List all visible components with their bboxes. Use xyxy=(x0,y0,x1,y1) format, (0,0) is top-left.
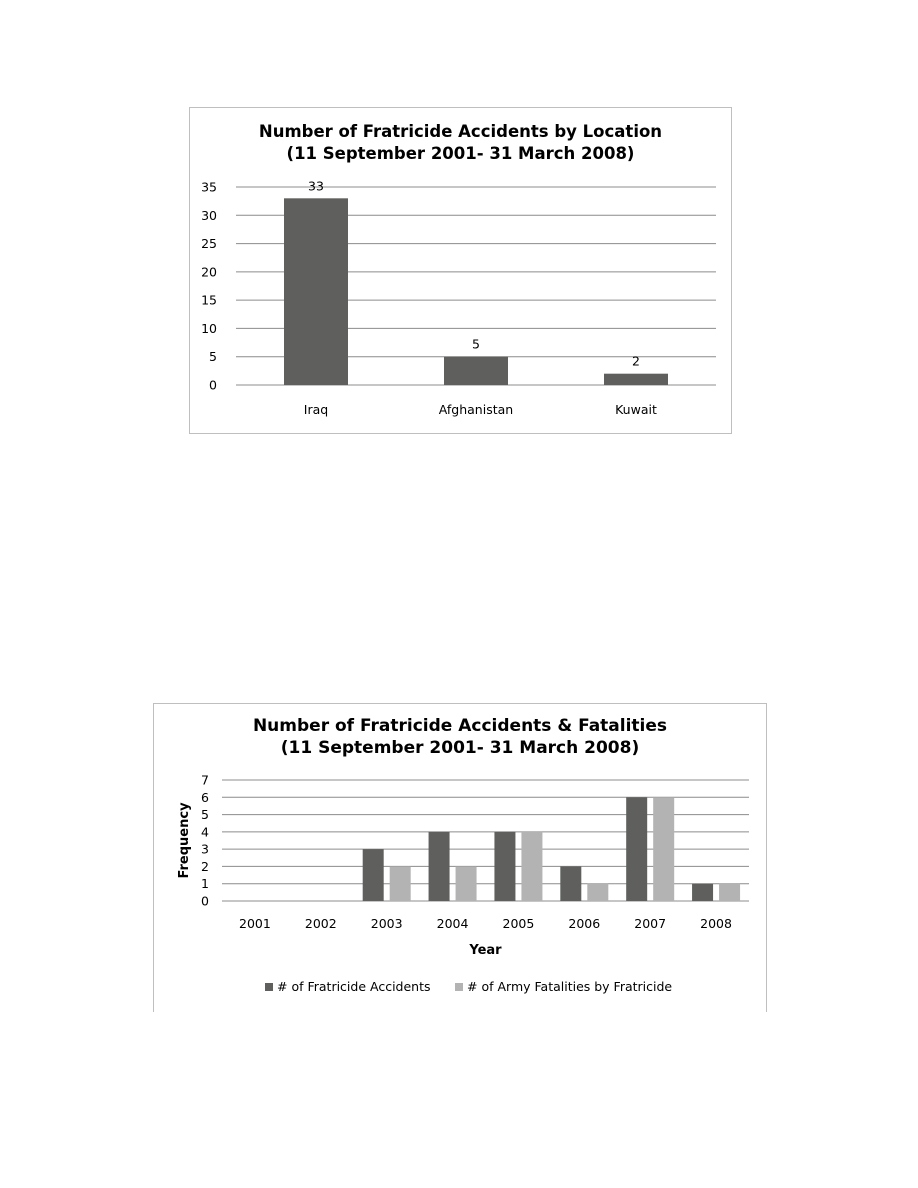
yearly-chart-title-line2: (11 September 2001- 31 March 2008) xyxy=(280,738,640,758)
fatality-bar xyxy=(456,866,477,901)
bar xyxy=(604,374,668,385)
location-chart-title-line2: (11 September 2001- 31 March 2008) xyxy=(286,144,635,163)
y-tick-label: 10 xyxy=(201,320,217,336)
location-chart-plot xyxy=(190,108,731,433)
legend-label: # of Army Fatalities by Fratricide xyxy=(467,979,673,994)
x-tick-label: Afghanistan xyxy=(438,402,514,417)
x-tick-label: Iraq xyxy=(303,402,329,417)
x-tick-label: 2005 xyxy=(502,916,535,931)
y-axis-title: Frequency xyxy=(177,802,192,879)
fatality-bar xyxy=(653,797,674,901)
location-chart-title-line1: Number of Fratricide Accidents by Location xyxy=(258,122,663,141)
y-tick-label: 5 xyxy=(201,807,209,823)
y-tick-label: 6 xyxy=(201,789,209,805)
bar xyxy=(284,198,348,385)
x-tick-label: Kuwait xyxy=(615,402,657,417)
y-tick-label: 0 xyxy=(209,377,217,393)
yearly-chart-title-line1: Number of Fratricide Accidents & Fatalities xyxy=(252,716,668,736)
y-tick-label: 35 xyxy=(201,179,217,195)
location-chart xyxy=(189,107,732,434)
y-tick-label: 15 xyxy=(201,292,217,308)
fatality-bar xyxy=(719,884,740,901)
y-tick-label: 7 xyxy=(201,772,209,788)
legend-swatch xyxy=(455,983,463,991)
y-tick-label: 5 xyxy=(209,349,217,365)
y-tick-label: 4 xyxy=(201,824,209,840)
x-tick-label: 2006 xyxy=(568,916,601,931)
x-axis-title: Year xyxy=(469,943,502,958)
x-tick-label: 2001 xyxy=(239,916,271,931)
accident-bar xyxy=(626,797,647,901)
x-tick-label: 2008 xyxy=(700,916,732,931)
yearly-chart-plot xyxy=(154,704,766,1012)
y-tick-label: 2 xyxy=(201,858,209,874)
y-tick-label: 20 xyxy=(201,264,217,280)
yearly-chart xyxy=(153,703,767,1012)
y-tick-label: 1 xyxy=(201,876,209,892)
fatality-bar xyxy=(521,832,542,901)
y-tick-label: 30 xyxy=(201,207,217,223)
accident-bar xyxy=(363,849,384,901)
x-tick-label: 2004 xyxy=(436,916,469,931)
x-tick-label: 2003 xyxy=(370,916,403,931)
bar xyxy=(444,357,508,385)
accident-bar xyxy=(560,866,581,901)
x-tick-label: 2002 xyxy=(304,916,337,931)
fatality-bar xyxy=(587,884,608,901)
accident-bar xyxy=(429,832,450,901)
y-tick-label: 0 xyxy=(201,893,209,909)
data-label: 2 xyxy=(632,353,640,369)
legend-label: # of Fratricide Accidents xyxy=(277,979,431,994)
y-tick-label: 3 xyxy=(201,841,209,857)
legend-swatch xyxy=(265,983,273,991)
accident-bar xyxy=(494,832,515,901)
accident-bar xyxy=(692,884,713,901)
x-tick-label: 2007 xyxy=(634,916,667,931)
fatality-bar xyxy=(390,866,411,901)
data-label: 5 xyxy=(472,336,480,352)
y-tick-label: 25 xyxy=(201,236,217,252)
data-label: 33 xyxy=(308,178,324,194)
